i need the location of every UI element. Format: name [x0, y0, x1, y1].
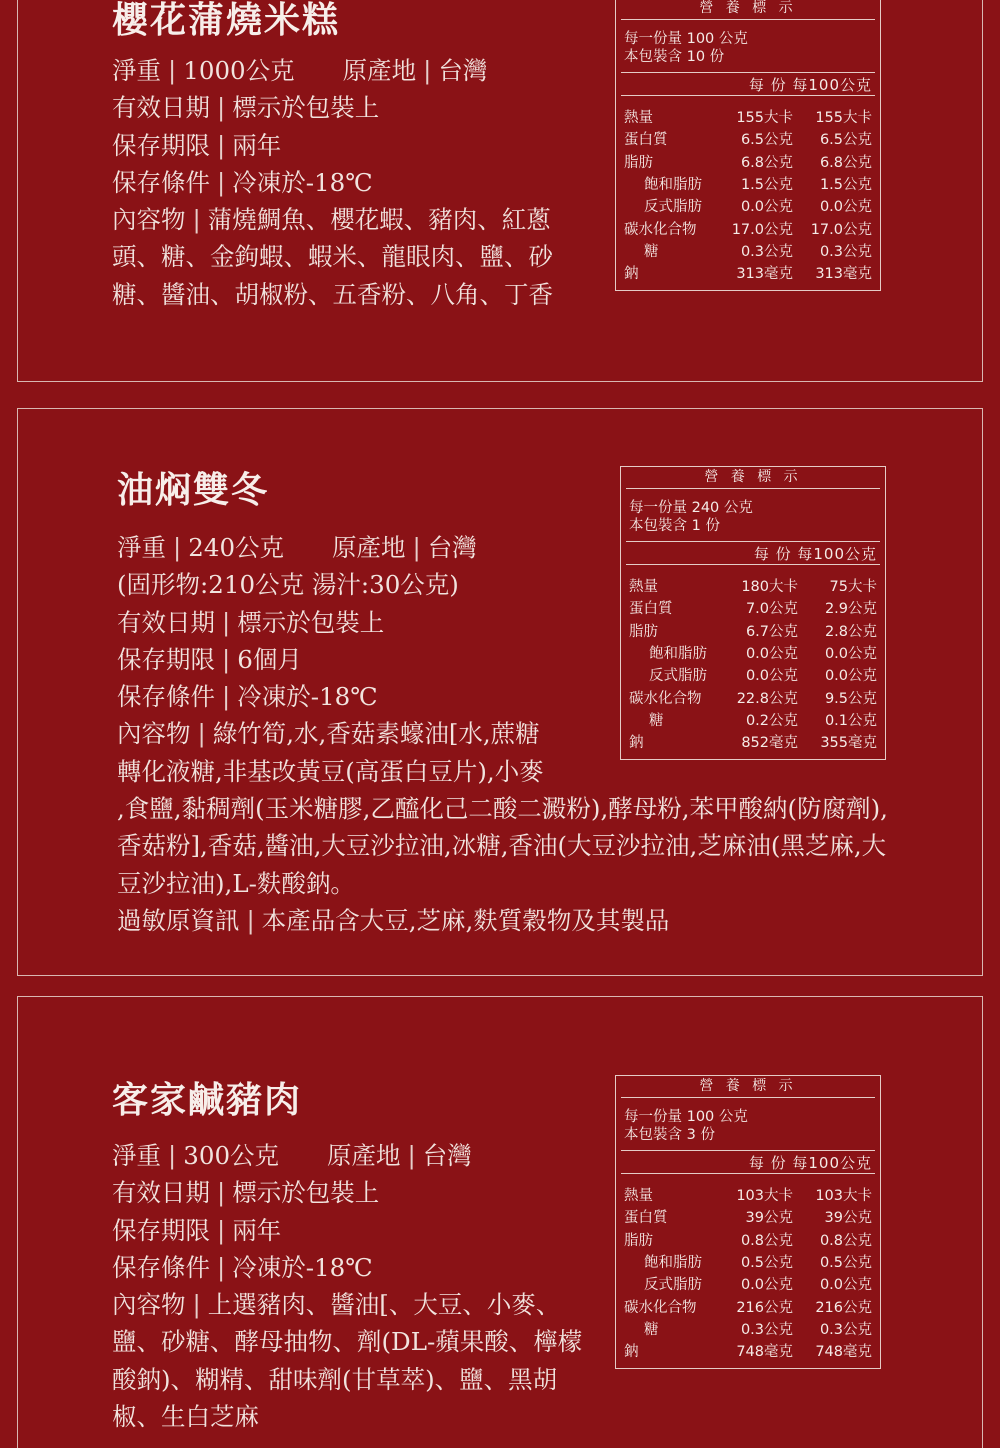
- storage-label: 保存條件: [117, 682, 215, 712]
- storage-value: 冷凍於-18℃: [232, 1252, 373, 1282]
- nutrient-name: 鈉: [629, 735, 644, 752]
- nutrition-row: [621, 1274, 875, 1296]
- per-serving-value: 748毫克: [736, 1344, 793, 1361]
- per-100g-value: 39公克: [824, 1210, 872, 1227]
- serving-size: 每一份量 100 公克: [624, 1109, 748, 1125]
- nutrition-row: [626, 621, 880, 643]
- per-100g-value: 0.0公克: [819, 1277, 872, 1294]
- per-100g-value: 0.0公克: [824, 646, 877, 663]
- per-serving-value: 0.0公克: [745, 668, 798, 685]
- nutrition-row: [626, 665, 880, 687]
- nutrient-name: 脂肪: [624, 154, 653, 171]
- serving-size: 每一份量 100 公克: [624, 31, 748, 47]
- ingredients-line: ,食鹽,黏稠劑(玉米糖膠,乙醯化己二酸二澱粉),酵母粉,苯甲酸納(防腐劑),香菇粉],香菇,醬油,大豆沙拉油,冰糖,香油(大豆沙拉油,芝麻油(黑芝麻,大豆沙拉油),L-麩酸鈉。: [117, 794, 888, 898]
- per-serving-value: 852毫克: [741, 735, 798, 752]
- per-serving-value: 1.5公克: [740, 177, 793, 194]
- origin-value: 台灣: [422, 1141, 472, 1170]
- nutrition-title: 營 養 標 示: [626, 467, 880, 489]
- expiry-label: 有效日期: [112, 93, 210, 123]
- product-info: 淨重 | 1000公克 原產地 | 台灣 有效日期 | 標示於包裝上 保存期限 | 兩年 保存條件 | 冷凍於-18℃ 內容物 | 蒲燒鯛魚、櫻花蝦、豬肉、紅蔥頭、糖、金鉤蝦、蝦米、龍眼肉、鹽、砂糖、醬油、胡椒粉、五香粉、八角、丁香: [112, 56, 553, 309]
- ingredients-line: 綠竹筍,水,香菇素蠔油[水,蔗糖: [212, 719, 540, 749]
- per-100g-value: 103大卡: [815, 1188, 872, 1205]
- nutrition-row: [621, 174, 875, 196]
- per-serving-value: 7.0公克: [745, 601, 798, 618]
- per-100g-value: 748毫克: [815, 1344, 872, 1361]
- solids-note: (固形物:210公克 湯汁:30公克): [117, 570, 459, 600]
- shelf-value: 兩年: [232, 1215, 282, 1245]
- nutrition-row: [626, 687, 880, 709]
- shelf-value: 兩年: [232, 130, 282, 160]
- per-100g-value: 2.9公克: [824, 601, 877, 618]
- nutrient-name: 糖: [649, 712, 664, 729]
- weight-label: 淨重: [117, 533, 166, 562]
- per-100g-value: 6.5公克: [819, 132, 872, 149]
- nutrition-row: [626, 598, 880, 620]
- nutrition-row: [621, 1185, 875, 1207]
- origin-value: 台灣: [427, 533, 477, 562]
- per-serving-value: 180大卡: [741, 579, 798, 596]
- per-serving-value: 313毫克: [736, 266, 793, 283]
- per-serving-value: 0.8公克: [740, 1232, 793, 1249]
- per-100g-value: 0.0公克: [824, 668, 877, 685]
- nutrition-row: [621, 1341, 875, 1363]
- product-info: 淨重 | 240公克 原產地 | 台灣 (固形物:210公克 湯汁:30公克) 有效日期 | 標示於包裝上 保存期限 | 6個月 保存條件 | 冷凍於-18℃ 內容物 | 綠竹筍,水,香菇素蠔油[水,蔗糖 轉化液糖,非基改黃豆(高蛋白豆片),小麥 ,食鹽,黏稠劑(玉米糖膠,乙醯化己二酸二澱粉),酵母粉,苯甲酸納(防腐劑),香菇粉],香菇,醬油,大豆沙拉油,冰糖,香油(大豆沙拉油,芝麻油(黑芝麻,大豆沙拉油),L-麩酸鈉。 過敏原資訊 | 本產品含大豆,芝麻,麩質穀物及其製品: [117, 533, 888, 935]
- per-serving-value: 6.7公克: [745, 623, 798, 640]
- nutrient-name: 糖: [644, 243, 659, 260]
- nutrient-name: 鈉: [624, 1344, 639, 1361]
- per-100g-value: 0.0公克: [819, 199, 872, 216]
- per-serving-value: 0.0公克: [745, 646, 798, 663]
- nutrition-row: [621, 196, 875, 218]
- ingredients-label: 內容物: [112, 205, 186, 235]
- nutrition-row: [621, 263, 875, 285]
- nutrient-name: 反式脂肪: [649, 668, 707, 685]
- weight-value: 1000公克: [183, 56, 295, 85]
- nutrient-name: 碳水化合物: [624, 221, 697, 238]
- nutrition-title: 營 養 標 示: [621, 1076, 875, 1098]
- storage-value: 冷凍於-18℃: [237, 682, 378, 712]
- expiry-value: 標示於包裝上: [232, 1178, 380, 1208]
- nutrition-row: [621, 1296, 875, 1318]
- nutrient-name: 碳水化合物: [629, 690, 702, 707]
- per-100g-value: 0.5公克: [819, 1255, 872, 1272]
- nutrition-row: [621, 1207, 875, 1229]
- per-serving-value: 6.5公克: [740, 132, 793, 149]
- allergen-value: 本產品含大豆,芝麻,麩質穀物及其製品: [261, 905, 670, 935]
- serving-info: [621, 20, 875, 72]
- origin-label: 原產地: [332, 533, 406, 562]
- servings-per-pack: 本包裝含 10 份: [624, 49, 725, 65]
- nutrient-name: 反式脂肪: [644, 199, 702, 216]
- shelf-label: 保存期限: [112, 130, 210, 160]
- storage-label: 保存條件: [112, 167, 210, 197]
- per-100g-value: 0.1公克: [824, 712, 877, 729]
- nutrition-row: [626, 710, 880, 732]
- nutrient-name: 脂肪: [629, 623, 658, 640]
- per-serving-value: 6.8公克: [740, 154, 793, 171]
- storage-value: 冷凍於-18℃: [232, 167, 373, 197]
- serving-info: [626, 489, 880, 541]
- weight-label: 淨重: [112, 1141, 161, 1170]
- per-serving-value: 0.0公克: [740, 1277, 793, 1294]
- origin-label: 原產地: [342, 56, 417, 85]
- product-title: 客家鹹豬肉: [112, 1079, 303, 1121]
- serving-info: [621, 1098, 875, 1150]
- servings-per-pack: 本包裝含 1 份: [629, 518, 720, 534]
- nutrition-title: 營 養 標 示: [621, 0, 875, 20]
- per-serving-value: 0.5公克: [740, 1255, 793, 1272]
- per-serving-value: 103大卡: [736, 1188, 793, 1205]
- allergen-label: 過敏原資訊: [117, 905, 240, 935]
- expiry-label: 有效日期: [112, 1178, 210, 1208]
- nutrition-row: [626, 576, 880, 598]
- nutrition-label: [620, 466, 886, 760]
- ingredients-label: 內容物: [112, 1290, 186, 1320]
- serving-size: 每一份量 240 公克: [629, 500, 753, 516]
- nutrition-row: [626, 643, 880, 665]
- expiry-label: 有效日期: [117, 607, 215, 637]
- nutrition-label: [615, 1075, 881, 1369]
- per-100g-value: 6.8公克: [819, 154, 872, 171]
- per-100g-value: 1.5公克: [819, 177, 872, 194]
- product-info: 淨重 | 300公克 原產地 | 台灣 有效日期 | 標示於包裝上 保存期限 | 兩年 保存條件 | 冷凍於-18℃ 內容物 | 上選豬肉、醬油[、大豆、小麥、鹽、砂糖、酵母抽物、劑(DL-蘋果酸、檸檬酸鈉)、糊精、甜味劑(甘草萃)、鹽、黑胡椒、生白芝麻: [112, 1141, 583, 1432]
- per-100g-value: 9.5公克: [824, 690, 877, 707]
- nutrient-name: 熱量: [629, 579, 658, 596]
- per-100g-value: 75大卡: [829, 579, 877, 596]
- shelf-value: 6個月: [237, 644, 302, 674]
- weight-value: 240公克: [188, 533, 285, 562]
- per-serving-value: 39公克: [745, 1210, 793, 1227]
- nutrient-name: 蛋白質: [629, 601, 673, 618]
- servings-per-pack: 本包裝含 3 份: [624, 1127, 715, 1143]
- column-header: 每 份 每100公克: [621, 72, 875, 96]
- ingredients-line: 轉化液糖,非基改黃豆(高蛋白豆片),小麥: [117, 756, 544, 786]
- per-100g-value: 313毫克: [815, 266, 872, 283]
- nutrient-name: 熱量: [624, 1188, 653, 1205]
- column-header: 每 份 每100公克: [621, 1150, 875, 1174]
- nutrition-row: [621, 218, 875, 240]
- column-header: 每 份 每100公克: [626, 541, 880, 565]
- nutrient-name: 飽和脂肪: [644, 1255, 702, 1272]
- per-100g-value: 216公克: [815, 1299, 872, 1316]
- nutrient-name: 飽和脂肪: [649, 646, 707, 663]
- nutrition-table: [621, 1185, 875, 1363]
- nutrient-name: 反式脂肪: [644, 1277, 702, 1294]
- origin-value: 台灣: [438, 56, 488, 85]
- per-serving-value: 216公克: [736, 1299, 793, 1316]
- per-serving-value: 17.0公克: [731, 221, 793, 238]
- per-100g-value: 0.3公克: [819, 1321, 872, 1338]
- nutrition-table: [621, 107, 875, 285]
- nutrition-row: [626, 732, 880, 754]
- nutrition-table: [626, 576, 880, 754]
- nutrient-name: 蛋白質: [624, 132, 668, 149]
- expiry-value: 標示於包裝上: [237, 607, 385, 637]
- shelf-label: 保存期限: [112, 1215, 210, 1245]
- nutrition-row: [621, 152, 875, 174]
- nutrition-label: [615, 0, 881, 291]
- nutrition-row: [621, 1252, 875, 1274]
- per-100g-value: 355毫克: [820, 735, 877, 752]
- nutrition-row: [621, 241, 875, 263]
- nutrient-name: 碳水化合物: [624, 1299, 697, 1316]
- nutrient-name: 蛋白質: [624, 1210, 668, 1227]
- nutrient-name: 鈉: [624, 266, 639, 283]
- per-100g-value: 2.8公克: [824, 623, 877, 640]
- nutrient-name: 糖: [644, 1321, 659, 1338]
- per-100g-value: 0.3公克: [819, 243, 872, 260]
- per-100g-value: 0.8公克: [819, 1232, 872, 1249]
- weight-label: 淨重: [112, 56, 161, 85]
- per-100g-value: 17.0公克: [810, 221, 872, 238]
- product-title: 油焖雙冬: [117, 469, 270, 511]
- nutrition-row: [621, 129, 875, 151]
- storage-label: 保存條件: [112, 1252, 210, 1282]
- weight-value: 300公克: [183, 1141, 280, 1170]
- shelf-label: 保存期限: [117, 644, 215, 674]
- ingredients-value: 上選豬肉、醬油[、大豆、小麥、鹽、砂糖、酵母抽物、劑(DL-蘋果酸、檸檬酸鈉)、糊精、甜味劑(甘草萃)、鹽、黑胡椒、生白芝麻: [112, 1290, 583, 1432]
- nutrient-name: 飽和脂肪: [644, 177, 702, 194]
- per-serving-value: 0.2公克: [745, 712, 798, 729]
- per-100g-value: 155大卡: [815, 110, 872, 127]
- nutrition-row: [621, 1230, 875, 1252]
- product-title: 櫻花蒲燒米糕: [112, 0, 341, 41]
- expiry-value: 標示於包裝上: [232, 93, 380, 123]
- nutrient-name: 熱量: [624, 110, 653, 127]
- nutrition-row: [621, 107, 875, 129]
- origin-label: 原產地: [327, 1141, 401, 1170]
- ingredients-value: 蒲燒鯛魚、櫻花蝦、豬肉、紅蔥頭、糖、金鉤蝦、蝦米、龍眼肉、鹽、砂糖、醬油、胡椒粉、五香粉、八角、丁香: [112, 205, 553, 309]
- ingredients-label: 內容物: [117, 719, 191, 749]
- nutrition-row: [621, 1319, 875, 1341]
- per-serving-value: 155大卡: [736, 110, 793, 127]
- nutrient-name: 脂肪: [624, 1232, 653, 1249]
- per-serving-value: 0.0公克: [740, 199, 793, 216]
- per-serving-value: 22.8公克: [736, 690, 798, 707]
- per-serving-value: 0.3公克: [740, 243, 793, 260]
- per-serving-value: 0.3公克: [740, 1321, 793, 1338]
